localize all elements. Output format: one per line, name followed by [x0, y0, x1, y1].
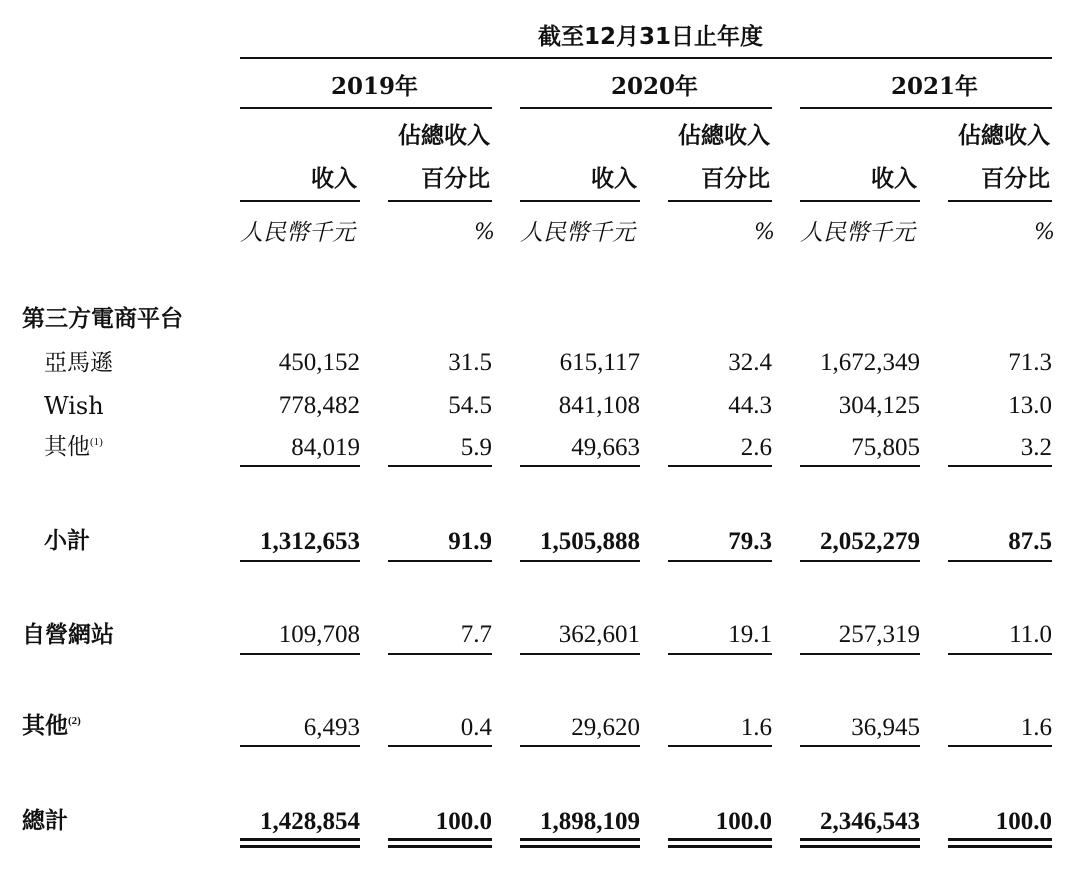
rule-after-ownsite: [388, 653, 492, 655]
cell-amazon-2021-revenue: 1,672,349: [820, 349, 920, 376]
cell-total-2020-pct: 100.0: [715, 808, 772, 835]
cell-total-2020-revenue: 1,898,109: [540, 808, 640, 835]
rule-after-ownsite: [520, 653, 640, 655]
cell-others1-2019-pct: 5.9: [460, 434, 492, 461]
cell-wish-2021-pct: 13.0: [1008, 392, 1052, 419]
double-rule-total: [240, 838, 360, 841]
rule-before-subtotal: [240, 465, 360, 467]
cell-ownsite-2021-pct: 11.0: [1009, 621, 1052, 648]
cell-ownsite-2021-revenue: 257,319: [838, 621, 920, 648]
rule-before-subtotal: [800, 465, 920, 467]
cell-others2-2021-revenue: 36,945: [851, 714, 920, 741]
rule-after-subtotal: [800, 560, 920, 562]
cell-others1-2021-pct: 3.2: [1020, 434, 1052, 461]
double-rule-total: [668, 838, 772, 841]
double-rule-total: [948, 845, 1052, 848]
year-rule-2019: [240, 107, 492, 109]
cell-amazon-2019-pct: 31.5: [448, 349, 492, 376]
cell-subtotal-2020-revenue: 1,505,888: [540, 528, 640, 555]
rule-after-subtotal: [948, 560, 1052, 562]
label-amazon: 亞馬遜: [44, 350, 113, 376]
rule-before-total: [800, 745, 920, 747]
cell-wish-2019-revenue: 778,482: [278, 392, 360, 419]
unit-revenue: 人民幣千元: [240, 220, 355, 246]
col-pct-label-1: 佔總收入: [678, 123, 770, 149]
double-rule-total: [388, 845, 492, 848]
cell-amazon-2020-pct: 32.4: [728, 349, 772, 376]
col-rule: [520, 200, 640, 202]
col-rule: [948, 200, 1052, 202]
rule-before-subtotal: [668, 465, 772, 467]
rule-before-total: [948, 745, 1052, 747]
cell-total-2021-pct: 100.0: [995, 808, 1052, 835]
unit-pct: %: [474, 220, 495, 245]
col-pct-label-2: 百分比: [701, 166, 770, 192]
cell-others1-2020-pct: 2.6: [740, 434, 772, 461]
cell-wish-2020-pct: 44.3: [728, 392, 772, 419]
rule-before-total: [668, 745, 772, 747]
cell-others2-2020-revenue: 29,620: [571, 714, 640, 741]
col-revenue-label: 收入: [871, 166, 917, 192]
col-rule: [800, 200, 920, 202]
unit-revenue: 人民幣千元: [520, 220, 635, 246]
label-wish: Wish: [44, 392, 104, 420]
rule-after-ownsite: [800, 653, 920, 655]
rule-before-total: [520, 745, 640, 747]
rule-after-subtotal: [520, 560, 640, 562]
double-rule-total: [668, 845, 772, 848]
col-pct-label-2: 百分比: [981, 166, 1050, 192]
label-others-1: 其他$^{(1)}$: [44, 434, 103, 460]
col-pct-label-1: 佔總收入: [398, 123, 490, 149]
col-pct-label-2: 百分比: [421, 166, 490, 192]
rule-after-subtotal: [388, 560, 492, 562]
cell-amazon-2021-pct: 71.3: [1008, 349, 1052, 376]
col-revenue-label: 收入: [311, 166, 357, 192]
unit-pct: %: [754, 220, 775, 245]
cell-total-2019-revenue: 1,428,854: [260, 808, 360, 835]
year-rule-2021: [800, 107, 1052, 109]
col-rule: [388, 200, 492, 202]
double-rule-total: [240, 845, 360, 848]
rule-before-total: [240, 745, 360, 747]
rule-before-total: [388, 745, 492, 747]
period-header: 截至12月31日止年度: [538, 24, 764, 50]
header-rule: [240, 57, 1052, 59]
rule-after-subtotal: [240, 560, 360, 562]
label-total: 總計: [22, 808, 68, 834]
cell-wish-2019-pct: 54.5: [448, 392, 492, 419]
cell-total-2019-pct: 100.0: [435, 808, 492, 835]
cell-others2-2019-pct: 0.4: [460, 714, 492, 741]
rule-after-ownsite: [240, 653, 360, 655]
year-2019: 2019年: [331, 73, 419, 100]
cell-subtotal-2019-revenue: 1,312,653: [260, 528, 360, 555]
double-rule-total: [800, 838, 920, 841]
rule-before-subtotal: [520, 465, 640, 467]
cell-others1-2020-revenue: 49,663: [571, 434, 640, 461]
cell-wish-2020-revenue: 841,108: [558, 392, 640, 419]
label-third-party-platforms: 第三方電商平台: [22, 306, 183, 332]
year-2020: 2020年: [611, 73, 699, 100]
cell-wish-2021-revenue: 304,125: [838, 392, 920, 419]
rule-before-subtotal: [948, 465, 1052, 467]
cell-subtotal-2019-pct: 91.9: [448, 528, 492, 555]
label-others-2: 其他$^{(2)}$: [22, 713, 81, 739]
cell-ownsite-2020-revenue: 362,601: [558, 621, 640, 648]
cell-subtotal-2020-pct: 79.3: [728, 528, 772, 555]
cell-ownsite-2019-revenue: 109,708: [278, 621, 360, 648]
double-rule-total: [388, 838, 492, 841]
double-rule-total: [948, 838, 1052, 841]
label-subtotal: 小計: [44, 528, 90, 554]
rule-after-ownsite: [948, 653, 1052, 655]
double-rule-total: [520, 838, 640, 841]
cell-ownsite-2020-pct: 19.1: [728, 621, 772, 648]
col-revenue-label: 收入: [591, 166, 637, 192]
cell-total-2021-revenue: 2,346,543: [820, 808, 920, 835]
rule-after-subtotal: [668, 560, 772, 562]
unit-revenue: 人民幣千元: [800, 220, 915, 246]
rule-before-subtotal: [388, 465, 492, 467]
rule-after-ownsite: [668, 653, 772, 655]
cell-subtotal-2021-revenue: 2,052,279: [820, 528, 920, 555]
cell-amazon-2019-revenue: 450,152: [278, 349, 360, 376]
year-2021: 2021年: [891, 73, 979, 100]
label-own-website: 自營網站: [22, 622, 114, 648]
col-pct-label-1: 佔總收入: [958, 123, 1050, 149]
cell-ownsite-2019-pct: 7.7: [460, 621, 492, 648]
cell-others1-2021-revenue: 75,805: [851, 434, 920, 461]
col-rule: [668, 200, 772, 202]
unit-pct: %: [1034, 220, 1055, 245]
double-rule-total: [520, 845, 640, 848]
cell-amazon-2020-revenue: 615,117: [559, 349, 640, 376]
cell-subtotal-2021-pct: 87.5: [1008, 528, 1052, 555]
cell-others2-2021-pct: 1.6: [1020, 714, 1052, 741]
year-rule-2020: [520, 107, 772, 109]
cell-others1-2019-revenue: 84,019: [291, 434, 360, 461]
cell-others2-2019-revenue: 6,493: [303, 714, 360, 741]
col-rule: [240, 200, 360, 202]
double-rule-total: [800, 845, 920, 848]
cell-others2-2020-pct: 1.6: [740, 714, 772, 741]
